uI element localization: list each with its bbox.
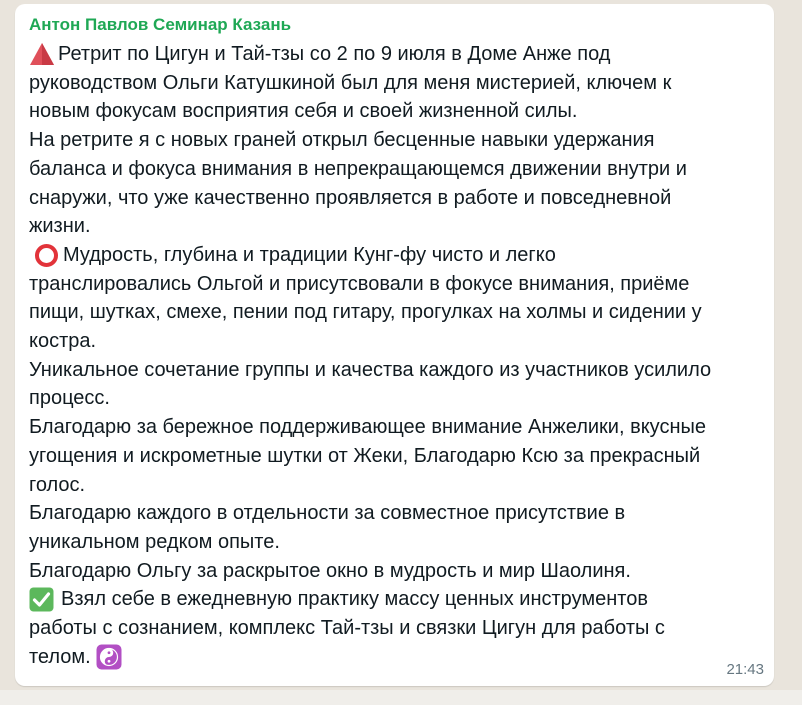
message-line: На ретрите я с новых граней открыл бесценные навыки удержания — [29, 129, 655, 152]
message-line: Благодарю каждого в отдельности за совместное присутствие в — [29, 502, 626, 525]
hollow-red-circle-icon — [34, 243, 59, 268]
message-line: руководством Ольги Катушкиной был для меня мистерией, ключем к — [29, 71, 672, 94]
message-line: пищи, шутках, смехе, пении под гитару, прогулках на холмы и сидении у — [29, 301, 702, 324]
message-line: голос. — [29, 473, 86, 496]
message-line: транслировались Ольгой и присутсвовали в фокусе внимания, приёме — [29, 272, 690, 295]
message-line: баланса и фокуса внимания в непрекращающемся движении внутри и — [29, 157, 687, 180]
message-line: телом. — [29, 643, 758, 672]
message-bubble[interactable] — [15, 4, 774, 686]
message-line: Ретрит по Цигун и Тай-тзы со 2 по 9 июля в Доме Анже под — [29, 40, 758, 69]
message-timestamp: 21:43 — [726, 661, 764, 678]
message-line: угощения и искрометные шутки от Жеки, Благодарю Ксю за прекрасный — [29, 444, 701, 467]
message-line: костра. — [29, 330, 97, 353]
footer-strip — [0, 690, 802, 705]
sender-name[interactable]: Антон Павлов Семинар Казань — [29, 15, 292, 34]
red-triangle-icon — [29, 42, 55, 66]
message-line: Благодарю Ольгу за раскрытое окно в мудрость и мир Шаолиня. — [29, 559, 631, 582]
message-line: Взял себе в ежедневную практику массу ценных инструментов — [29, 585, 758, 614]
green-check-box-icon — [29, 587, 54, 612]
message-line: работы с сознанием, комплекс Тай-тзы и связки Цигун для работы с — [29, 617, 665, 640]
message-line: процесс. — [29, 387, 110, 410]
message-line: Мудрость, глубина и традиции Кунг-фу чисто и легко — [29, 241, 758, 270]
message-line: новым фокусам восприятия себя и своей жизненной силы. — [29, 100, 578, 123]
message-line: жизни. — [29, 215, 91, 238]
yin-yang-icon — [96, 644, 122, 670]
message-line: уникальном редком опыте. — [29, 530, 280, 553]
message-line: Уникальное сочетание группы и качества каждого из участников усилило — [29, 358, 712, 381]
message-line: снаружи, что уже качественно проявляется в работе и повседневной — [29, 186, 672, 209]
message-line: Благодарю за бережное поддерживающее внимание Анжелики, вкусные — [29, 416, 706, 439]
